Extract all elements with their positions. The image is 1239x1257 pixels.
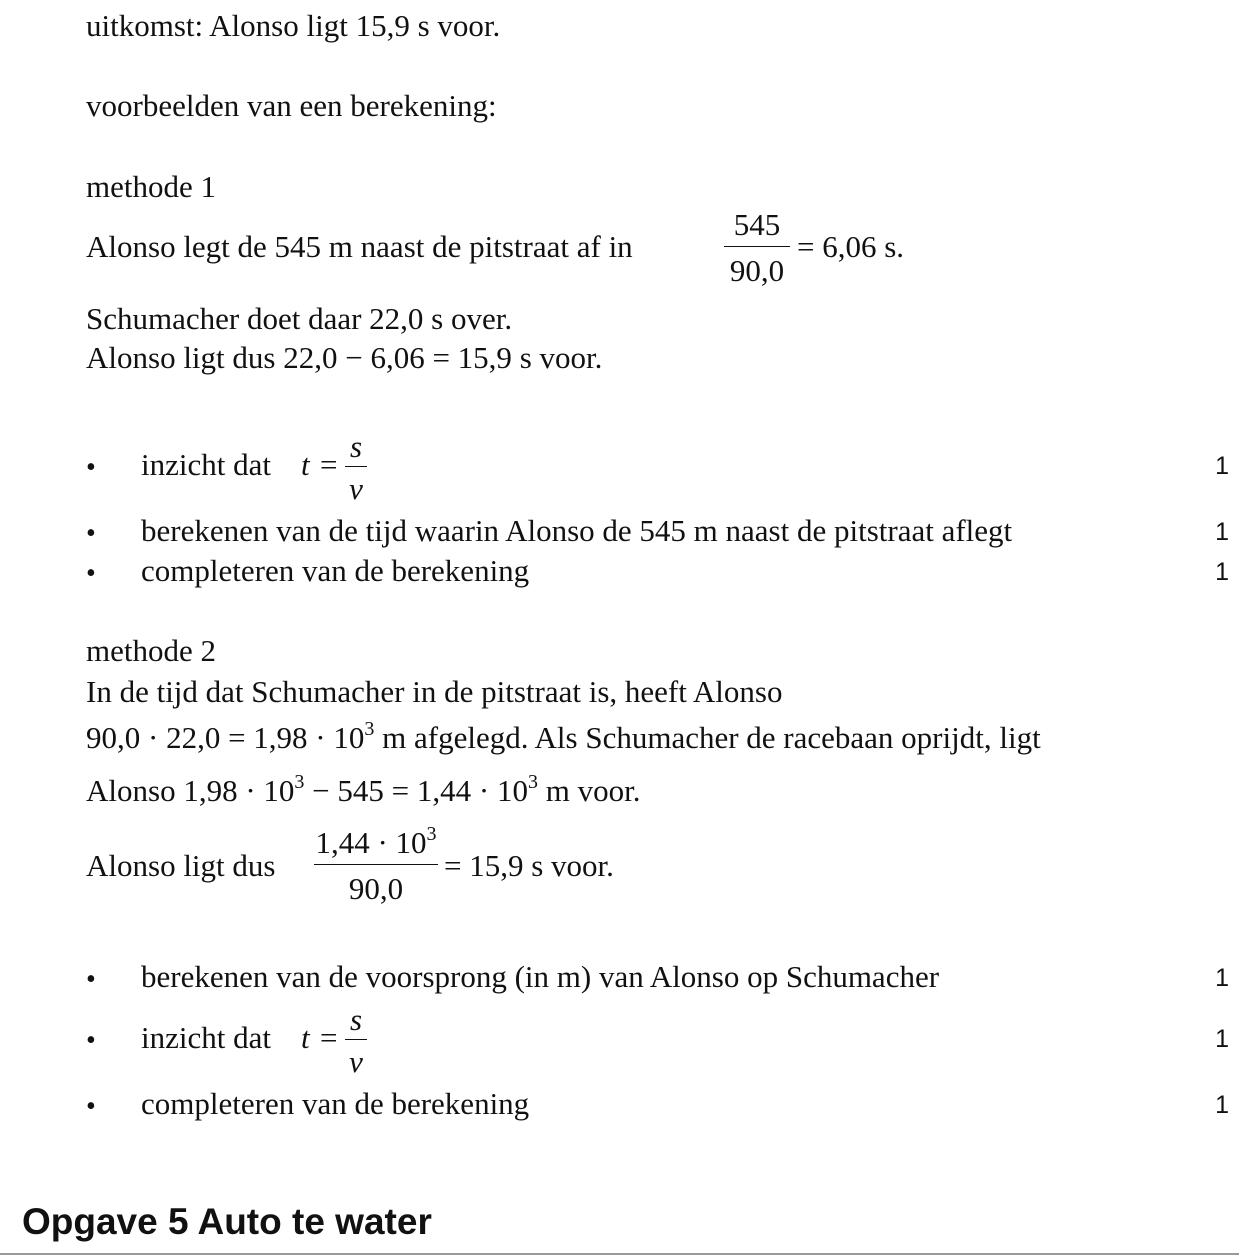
- exponent: 3: [527, 770, 538, 793]
- criterion-2-2-text: inzicht dat: [141, 1020, 271, 1055]
- distance-expression: 90,0 · 22,0 = 1,98 · 10: [86, 720, 365, 755]
- method-1-fraction: [724, 209, 790, 286]
- fraction-numerator: [314, 822, 438, 860]
- difference-expression: 22,0 − 6,06 = 15,9: [283, 340, 512, 375]
- formula-denominator: v: [349, 471, 363, 506]
- method-2-line-2: [86, 717, 1041, 755]
- fraction-bar: [314, 864, 438, 865]
- fraction-denominator: 90,0: [348, 871, 404, 906]
- outcome-line: uitkomst: Alonso ligt 15,9 s voor.: [86, 8, 501, 43]
- score-value: 1: [1215, 1091, 1229, 1119]
- criterion-2-3-text: completeren van de berekening: [141, 1086, 530, 1121]
- line-prefix: Alonso: [86, 773, 176, 808]
- examples-intro: voorbeelden van een berekening:: [86, 88, 497, 123]
- formula-variable-t: t: [301, 447, 310, 482]
- unit: m: [545, 773, 570, 808]
- fraction-denominator: 90,0: [729, 253, 785, 288]
- method-2-title: methode 2: [86, 633, 216, 668]
- method-1-line-3: [86, 342, 602, 373]
- section-heading: Opgave 5 Auto te water: [22, 1201, 432, 1242]
- result-value: = 15,9: [444, 848, 524, 883]
- fraction-bar: [724, 246, 790, 247]
- exponent: 3: [294, 770, 305, 793]
- score-value: 1: [1215, 452, 1229, 480]
- method-2-line-4-result: [444, 850, 614, 881]
- formula-numerator: s: [349, 1002, 363, 1037]
- method-1-title: methode 1: [86, 169, 216, 204]
- line-prefix: Alonso ligt dus: [86, 340, 276, 375]
- expression-a: 1,98 · 10: [183, 773, 295, 808]
- formula-numerator: s: [349, 429, 363, 464]
- method-2-line-3: [86, 770, 641, 808]
- score-value: 1: [1215, 1025, 1229, 1053]
- fraction-numerator: 545: [733, 207, 781, 242]
- bullet-icon: •: [86, 964, 96, 995]
- fraction-bar: [345, 466, 367, 467]
- expression-b: − 545 = 1,44 · 10: [312, 773, 528, 808]
- bullet-icon: •: [86, 558, 96, 589]
- method-1-line-1-result: = 6,06 s.: [797, 229, 905, 264]
- criterion-1-2-text: berekenen van de tijd waarin Alonso de 545 m naast de pitstraat aflegt: [141, 513, 1013, 548]
- method-1-line-2: Schumacher doet daar 22,0 s over.: [86, 301, 513, 336]
- bullet-icon: •: [86, 518, 96, 549]
- criterion-1-3-text: completeren van de berekening: [141, 553, 530, 588]
- method-1-line-1-text: Alonso legt de 545 m naast de pitstraat af in: [86, 229, 633, 264]
- criterion-1-1-text: inzicht dat: [141, 447, 271, 482]
- bullet-icon: •: [86, 1025, 96, 1056]
- formula-equals: =: [320, 447, 338, 482]
- method-2-line-4-text: Alonso ligt dus: [86, 848, 276, 883]
- formula-denominator: v: [349, 1044, 363, 1079]
- method-2-fraction: [314, 822, 438, 906]
- unit: m: [382, 720, 407, 755]
- divider: [0, 1253, 1239, 1255]
- line-text: afgelegd. Als Schumacher de racebaan oprijdt, ligt: [414, 720, 1041, 755]
- line-suffix: voor.: [577, 773, 641, 808]
- exponent: 3: [426, 822, 437, 845]
- method-2-line-1: In de tijd dat Schumacher in de pitstraat is, heeft Alonso: [86, 674, 783, 709]
- score-value: 1: [1215, 558, 1229, 586]
- result-unit: s voor.: [531, 848, 614, 883]
- formula-fraction: [345, 431, 367, 504]
- fraction-bar: [345, 1039, 367, 1040]
- bullet-icon: •: [86, 1091, 96, 1122]
- line-suffix: s voor.: [519, 340, 603, 375]
- exponent: 3: [364, 717, 375, 740]
- score-value: 1: [1215, 518, 1229, 546]
- bullet-icon: •: [86, 452, 96, 483]
- criterion-2-1-text: berekenen van de voorsprong (in m) van Alonso op Schumacher: [141, 959, 940, 994]
- formula-equals: =: [320, 1020, 338, 1055]
- formula-variable-t: t: [301, 1020, 310, 1055]
- formula-fraction: [345, 1004, 367, 1077]
- score-value: 1: [1215, 964, 1229, 992]
- numerator-base: 1,44 · 10: [315, 825, 427, 860]
